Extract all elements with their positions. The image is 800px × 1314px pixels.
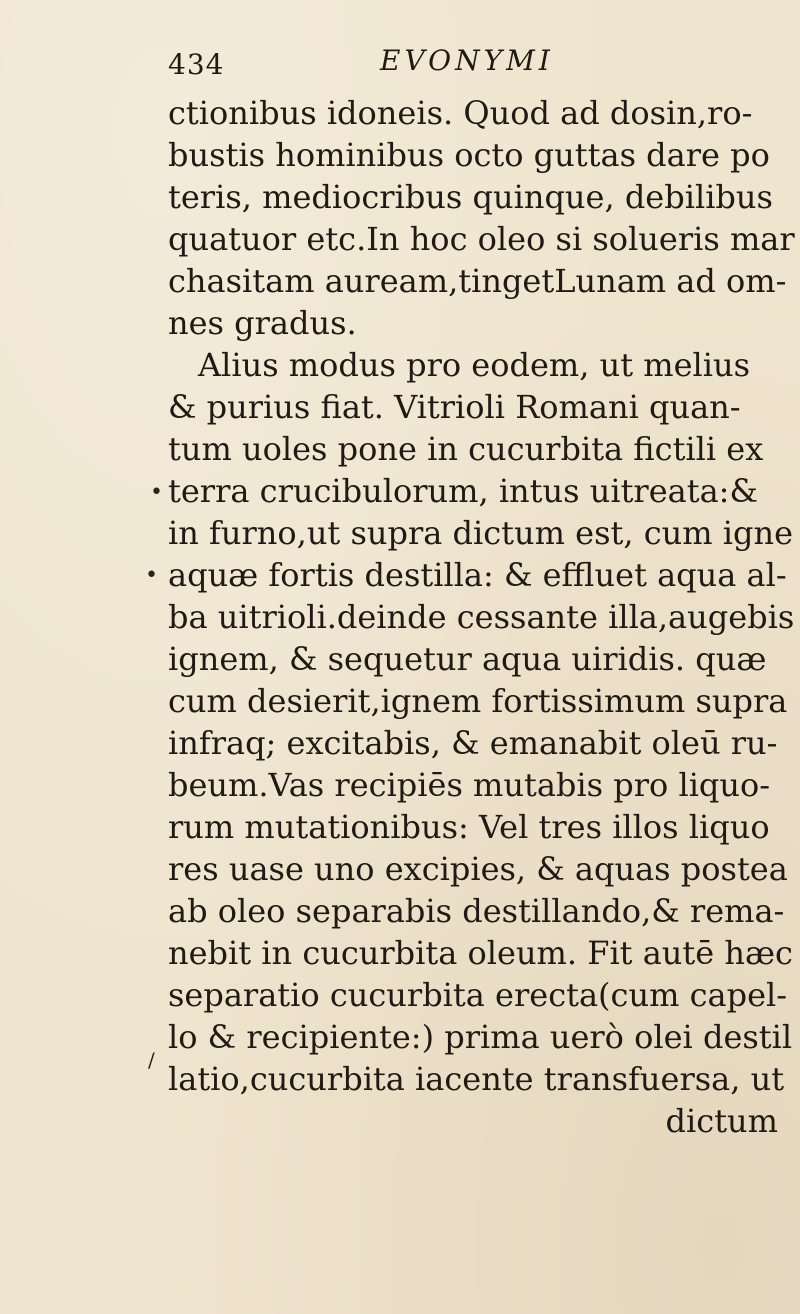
text-line: & purius fiat. Vitrioli Romani quan- xyxy=(168,388,741,426)
text-line: beum.Vas recipiēs mutabis pro liquo- xyxy=(168,766,771,804)
page-number: 434 xyxy=(168,48,225,81)
text-line: bustis hominibus octo guttas dare po xyxy=(168,136,770,174)
text-line: tum uoles pone in cucurbita fictili ex xyxy=(168,430,764,468)
text-line: res uase uno excipies, & aquas postea xyxy=(168,850,788,888)
text-line: lo & recipiente:) prima uerò olei destil xyxy=(168,1018,793,1056)
text-line: chasitam auream,tingetLunam ad om- xyxy=(168,262,787,300)
text-line: latio,cucurbita iacente transfuersa, ut xyxy=(168,1060,785,1098)
text-line: in furno,ut supra dictum est, cum igne xyxy=(168,514,794,552)
text-line: aquæ fortis destilla: & effluet aqua al- xyxy=(168,556,787,594)
text-line: ignem, & sequetur aqua uiridis. quæ xyxy=(168,640,767,678)
catchword: dictum xyxy=(665,1102,778,1140)
margin-dot-mark: • xyxy=(145,563,158,588)
text-line: ab oleo separabis destillando,& rema- xyxy=(168,892,785,930)
text-line: quatuor etc.In hoc oleo si solueris mar xyxy=(168,220,795,258)
margin-stroke-mark: / xyxy=(148,1048,155,1072)
text-line: separatio cucurbita erecta(cum capel- xyxy=(168,976,788,1014)
text-line: nebit in cucurbita oleum. Fit autē hæc xyxy=(168,934,793,972)
paragraph-start-line: Alius modus pro eodem, ut melius xyxy=(198,346,751,384)
text-line: rum mutationibus: Vel tres illos liquo xyxy=(168,808,770,846)
text-line: terra crucibulorum, intus uitreata:& xyxy=(168,472,758,510)
body-text xyxy=(168,92,795,1142)
margin-dot-mark: • xyxy=(150,480,163,505)
text-line: ctionibus idoneis. Quod ad dosin,ro- xyxy=(168,94,753,132)
running-title: EVONYMI xyxy=(380,44,554,77)
running-head xyxy=(168,44,768,90)
text-line: nes gradus. xyxy=(168,304,357,342)
text-line: ba uitrioli.deinde cessante illa,augebis xyxy=(168,598,795,636)
text-line: teris, mediocribus quinque, debilibus xyxy=(168,178,773,216)
text-line: cum desierit,ignem fortissimum supra xyxy=(168,682,788,720)
text-line: infraq; excitabis, & emanabit oleū ru- xyxy=(168,724,778,762)
